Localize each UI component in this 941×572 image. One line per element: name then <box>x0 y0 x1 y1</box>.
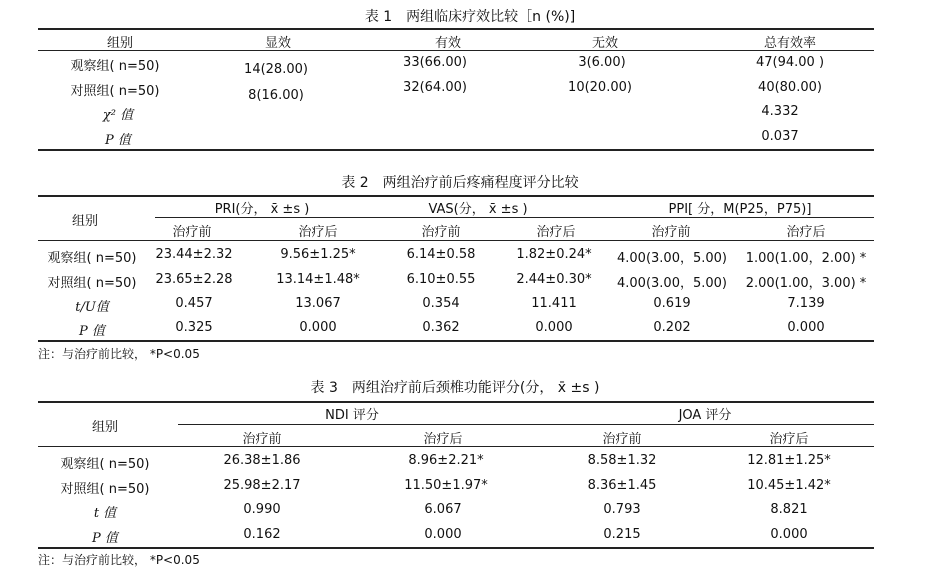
table3-row3-cell: 0.793 <box>603 502 641 517</box>
table2-sub-ppi-after: 治疗后 <box>786 225 826 240</box>
table3-row3-label: t 值 <box>93 506 117 521</box>
table2-header-group: 组别 <box>71 214 99 229</box>
table3-header-group: 组别 <box>91 420 119 435</box>
table1-top-rule <box>38 28 874 30</box>
table1-title: 表 1 两组临床疗效比较［n (%)] <box>364 9 576 25</box>
table2-row4-cell: 0.000 <box>535 320 573 335</box>
table3-row1-cell: 8.58±1.32 <box>587 453 657 468</box>
table1-row2-marked: 8(16.00) <box>248 88 304 103</box>
table3-sub-joa-before: 治疗前 <box>602 432 642 447</box>
table2-row4-cell: 0.000 <box>787 320 825 335</box>
table3-sub-ndi-after: 治疗后 <box>423 432 463 447</box>
table2-row2-cell: 23.65±2.28 <box>155 272 233 287</box>
table3-subheader-rule <box>178 424 874 425</box>
table1-header-effective: 有效 <box>434 36 462 51</box>
table3-row3-cell: 6.067 <box>424 502 462 517</box>
table1-row2-total: 40(80.00) <box>758 80 822 95</box>
table1-row2-effective: 32(64.00) <box>403 80 467 95</box>
table2-row1-label: 观察组( n=50) <box>47 251 137 266</box>
table2-bottom-rule <box>38 340 874 342</box>
table1-chi-label: χ² 值 <box>102 108 134 123</box>
table2-row3-cell: 13.067 <box>295 296 341 311</box>
table2-row4-cell: 0.325 <box>175 320 213 335</box>
table2-sub-vas-before: 治疗前 <box>421 225 461 240</box>
table2-row1-cell: 4.00(3.00，5.00) <box>617 251 727 266</box>
table1-header-ineffective: 无效 <box>591 36 619 51</box>
table2-row4-cell: 0.000 <box>299 320 337 335</box>
table3-row1-cell: 26.38±1.86 <box>223 453 301 468</box>
table2-row4-cell: 0.362 <box>422 320 460 335</box>
table2-row1-cell: 1.00(1.00，2.00) * <box>745 251 867 266</box>
table2-row2-cell: 2.44±0.30* <box>516 272 592 287</box>
table3-header-joa: JOA 评分 <box>678 408 732 423</box>
table3-row2-cell: 11.50±1.97* <box>404 478 488 493</box>
table2-sub-pri-after: 治疗后 <box>298 225 338 240</box>
table2-row4-cell: 0.202 <box>653 320 691 335</box>
table3-bottom-rule <box>38 547 874 549</box>
table2-header-vas: VAS(分， x̄ ±s ) <box>428 202 528 217</box>
table3-row4-cell: 0.162 <box>243 527 281 542</box>
table2-header-rule <box>38 240 874 241</box>
table1-chi-value: 4.332 <box>761 104 799 119</box>
table1-header-marked: 显效 <box>264 36 292 51</box>
table2-row2-cell: 13.14±1.48* <box>276 272 360 287</box>
table2-row2-cell: 4.00(3.00，5.00) <box>617 276 727 291</box>
table2-row2-cell: 6.10±0.55 <box>406 272 476 287</box>
table2-sub-vas-after: 治疗后 <box>536 225 576 240</box>
table2-row4-label: P 值 <box>79 324 105 339</box>
table1-bottom-rule <box>38 149 874 151</box>
table1-row2-ineffective: 10(20.00) <box>568 80 632 95</box>
table1-header-group: 组别 <box>106 36 134 51</box>
table2-row1-cell: 23.44±2.32 <box>155 247 233 262</box>
table2-subheader-rule <box>155 217 874 218</box>
table2-row3-cell: 0.619 <box>653 296 691 311</box>
table2-sub-ppi-before: 治疗前 <box>651 225 691 240</box>
table3-row3-cell: 8.821 <box>770 502 808 517</box>
table3-row3-cell: 0.990 <box>243 502 281 517</box>
table2-header-ppi: PPI[ 分，M(P25，P75)] <box>668 202 812 217</box>
table3-title: 表 3 两组治疗前后颈椎功能评分(分， x̄ ±s ) <box>310 380 600 396</box>
table2-sub-pri-before: 治疗前 <box>172 225 212 240</box>
table3-row2-cell: 10.45±1.42* <box>747 478 831 493</box>
table3-sub-ndi-before: 治疗前 <box>242 432 282 447</box>
table3-row4-cell: 0.215 <box>603 527 641 542</box>
table2-top-rule <box>38 195 874 197</box>
table3-row2-label: 对照组( n=50) <box>60 482 150 497</box>
table3-row4-cell: 0.000 <box>424 527 462 542</box>
table3-row1-label: 观察组( n=50) <box>60 457 150 472</box>
table3-row2-cell: 25.98±2.17 <box>223 478 301 493</box>
table1-p-value: 0.037 <box>761 129 799 144</box>
table3-row2-cell: 8.36±1.45 <box>587 478 657 493</box>
table1-row1-label: 观察组( n=50) <box>70 59 160 74</box>
table2-row3-cell: 0.457 <box>175 296 213 311</box>
table3-header-ndi: NDI 评分 <box>325 408 379 423</box>
table2-row2-label: 对照组( n=50) <box>47 276 137 291</box>
table3-sub-joa-after: 治疗后 <box>769 432 809 447</box>
table3-row4-cell: 0.000 <box>770 527 808 542</box>
table3-row1-cell: 8.96±2.21* <box>408 453 484 468</box>
table3-row4-label: P 值 <box>92 531 118 546</box>
table3-row1-cell: 12.81±1.25* <box>747 453 831 468</box>
table1-row2-label: 对照组( n=50) <box>70 84 160 99</box>
table2-row3-cell: 7.139 <box>787 296 825 311</box>
table2-header-pri: PRI(分， x̄ ±s ) <box>214 202 310 217</box>
table2-row3-cell: 11.411 <box>531 296 577 311</box>
table1-row1-ineffective: 3(6.00) <box>578 55 626 70</box>
table1-row1-effective: 33(66.00) <box>403 55 467 70</box>
table2-row3-cell: 0.354 <box>422 296 460 311</box>
table1-header-total: 总有效率 <box>763 36 817 51</box>
table1-p-label: P 值 <box>105 133 131 148</box>
table3-top-rule <box>38 401 874 403</box>
table2-title: 表 2 两组治疗前后疼痛程度评分比较 <box>341 175 579 191</box>
table1-row1-total: 47(94.00 ) <box>755 55 825 70</box>
table2-row2-cell: 2.00(1.00，3.00) * <box>745 276 867 291</box>
table2-row1-cell: 9.56±1.25* <box>280 247 356 262</box>
table2-note: 注：与治疗前比较， *P<0.05 <box>38 347 200 361</box>
table2-row1-cell: 1.82±0.24* <box>516 247 592 262</box>
table2-row3-label: t/U值 <box>75 300 109 315</box>
table3-note: 注：与治疗前比较， *P<0.05 <box>38 553 200 567</box>
table2-row1-cell: 6.14±0.58 <box>406 247 476 262</box>
table1-row1-marked: 14(28.00) <box>244 62 308 77</box>
